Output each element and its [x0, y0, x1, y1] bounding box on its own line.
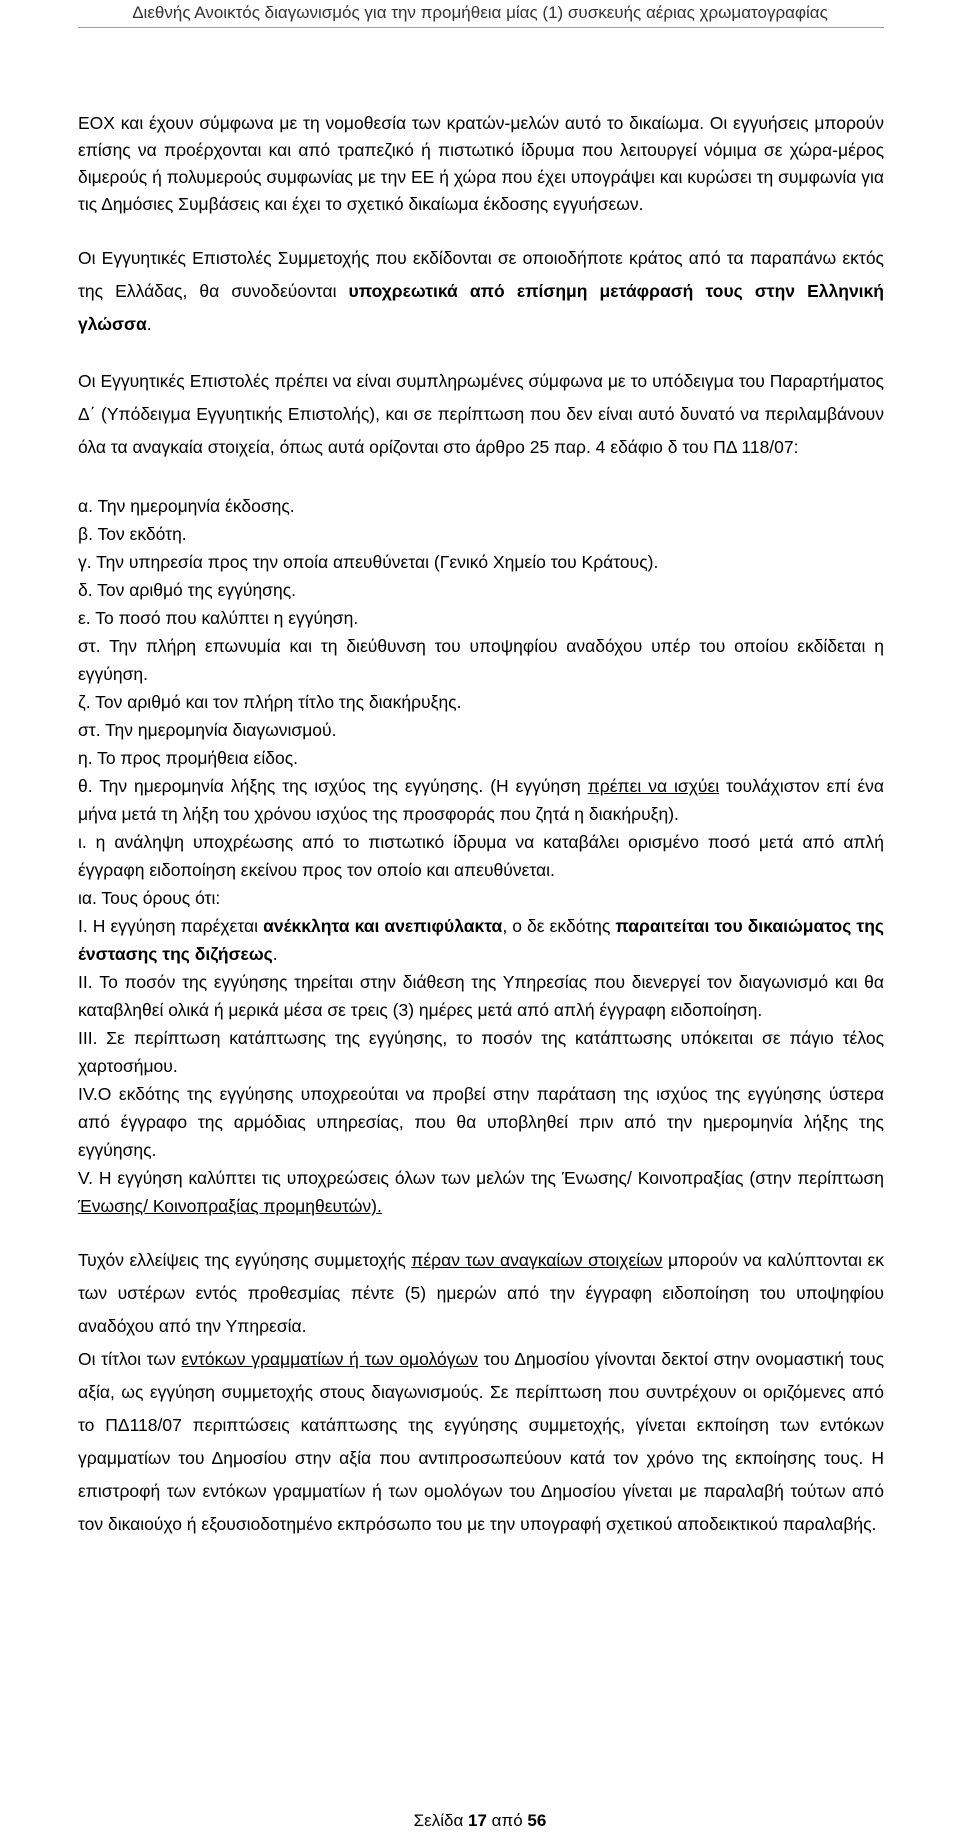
page-footer — [0, 1810, 960, 1832]
list-item-text: V. Η εγγύηση καλύπτει τις υποχρεώσεις όλων των μελών της Ένωσης/ Κοινοπραξίας (στην περίπτωση — [78, 1168, 884, 1188]
underlined-text: πέραν των αναγκαίων στοιχείων — [411, 1250, 663, 1270]
list-item: ε. Το ποσό που καλύπτει η εγγύηση. — [78, 608, 359, 628]
list-item-text: θ. Την ημερομηνία λήξης της ισχύος της εγγύησης. (Η εγγύηση — [78, 776, 588, 796]
list-item: στ. Την ημερομηνία διαγωνισμού. — [78, 720, 337, 740]
page-total: 56 — [527, 1811, 547, 1830]
header-divider — [78, 27, 884, 28]
paragraph-text: μπορούν να καλύπτονται εκ των υστέρων εντός προθεσμίας πέντε (5) ημερών από την έγγραφη ειδοποίηση του υποψηφίου αναδόχου από την Υπηρεσία. — [78, 1250, 885, 1336]
paragraph-treasury-bills — [78, 1343, 884, 1541]
list-item-text: τουλάχιστον επί ένα μήνα μετά τη λήξη του χρόνου ισχύος της προσφοράς που ζητά η διακήρυξη). — [78, 776, 884, 824]
list-item: ζ. Τον αριθμό και τον πλήρη τίτλο της διακήρυξης. — [78, 692, 462, 712]
footer-text: Σελίδα — [413, 1811, 469, 1830]
list-item: α. Την ημερομηνία έκδοσης. — [78, 496, 295, 516]
bold-text: παραιτείται του δικαιώματος της ένστασης της διζήσεως — [78, 916, 884, 964]
list-item: II. Το ποσόν της εγγύησης τηρείται στην διάθεση της Υπηρεσίας που διενεργεί τον διαγωνισμό και θα καταβληθεί ολικά ή μερικά μέσα σε τρεις (3) ημέρες μετά από απλή έγγραφη ειδοποίηση. — [78, 972, 884, 1020]
paragraph-text: . — [146, 314, 152, 334]
paragraph-eox-guarantees: ΕΟΧ και έχουν σύμφωνα με τη νομοθεσία των κρατών-μελών αυτό το δικαίωμα. Οι εγγυήσεις μπορούν επίσης να προέρχονται και από τραπεζικό ή πιστωτικό ίδρυμα που λειτουργεί νόμιμα σε χώρα-μέρος διμερούς ή πολυμερούς συμφωνίας με την ΕΕ ή χώρα που έχει υπογράψει και κυρώσει τη συμφωνία για τις Δημόσιες Συμβάσεις και έχει το σχετικό δικαίωμα έκδοσης εγγυήσεων. — [78, 113, 884, 214]
paragraph-template-requirement: Οι Εγγυητικές Επιστολές πρέπει να είναι συμπληρωμένες σύμφωνα με το υπόδειγμα του Παραρτήματος Δ΄ (Υπόδειγμα Εγγυητικής Επιστολής), και σε περίπτωση που δεν είναι αυτό δυνατό να περιλαμβάνουν όλα τα αναγκαία στοιχεία, όπως αυτά ορίζονται στο άρθρο 25 παρ. 4 εδάφιο δ του ΠΔ 118/07: — [78, 371, 884, 457]
paragraph-deficiencies — [78, 1244, 884, 1343]
underlined-text: πρέπει να ισχύει — [587, 776, 720, 796]
paragraph-text: Τυχόν ελλείψεις της εγγύησης συμμετοχής — [78, 1250, 412, 1270]
list-item — [78, 772, 884, 828]
list-item — [78, 912, 884, 968]
bold-text: ανέκκλητα και ανεπιφύλακτα — [263, 916, 503, 936]
list-item: β. Τον εκδότη. — [78, 524, 187, 544]
list-item: δ. Τον αριθμό της εγγύησης. — [78, 580, 297, 600]
list-item: III. Σε περίπτωση κατάπτωσης της εγγύησης, το ποσόν της κατάπτωσης υπόκειται σε πάγιο τέλος χαρτοσήμου. — [78, 1028, 884, 1076]
page-header: Διεθνής Ανοικτός διαγωνισμός για την προμήθεια μίας (1) συσκευής αέριας χρωματογραφίας — [132, 3, 828, 22]
list-item: ι. η ανάληψη υποχρέωσης από το πιστωτικό ίδρυμα να καταβάλει ορισμένο ποσό μετά από απλή έγγραφη ειδοποίηση εκείνου προς τον οποίο και απευθύνεται. — [78, 832, 884, 880]
list-item-text: . — [272, 944, 278, 964]
list-item: ια. Τους όρους ότι: — [78, 888, 221, 908]
required-elements-list — [78, 492, 884, 1220]
list-item-text: , ο δε εκδότης — [502, 916, 616, 936]
paragraph-text: Οι τίτλοι των — [78, 1349, 182, 1369]
underlined-text: Ένωσης/ Κοινοπραξίας προμηθευτών). — [78, 1196, 382, 1216]
list-item: στ. Την πλήρη επωνυμία και τη διεύθυνση του υποψηφίου αναδόχου υπέρ του οποίου εκδίδεται η εγγύηση. — [78, 636, 884, 684]
document-body — [78, 110, 884, 1541]
paragraph-text: του Δημοσίου γίνονται δεκτοί στην ονομαστική τους αξία, ως εγγύηση συμμετοχής στους διαγωνισμούς. Σε περίπτωση που συντρέχουν οι οριζόμενες από το ΠΔ118/07 περιπτώσεις κατάπτωσης της εγγύησης συμμετοχής, γίνεται εκποίηση των εντόκων γραμματίων του Δημοσίου στην αξία που αντιπροσωπεύουν κατά τον χρόνο της εκποίησης τους. Η επιστροφή των εντόκων γραμματίων ή των ομολόγων του Δημοσίου γίνεται με παραλαβή τούτων από τον δικαιούχο ή εξουσιοδοτημένο εκπρόσωπο του με την υπογραφή σχετικού αποδεικτικού παραλαβής. — [78, 1349, 885, 1534]
list-item: γ. Την υπηρεσία προς την οποία απευθύνεται (Γενικό Χημείο του Κράτους). — [78, 552, 659, 572]
paragraph-text: Οι Εγγυητικές Επιστολές Συμμετοχής που εκδίδονται σε οποιοδήποτε κράτος από τα παραπάνω εκτός της Ελλάδας, θα συνοδεύονται — [78, 248, 884, 301]
list-item-text: I. Η εγγύηση παρέχεται — [78, 916, 264, 936]
list-item — [78, 1164, 884, 1220]
list-item: η. Το προς προμήθεια είδος. — [78, 748, 298, 768]
page-number: 17 — [468, 1811, 487, 1830]
bold-translation-text: υποχρεωτικά από επίσημη μετάφρασή τους στην Ελληνική γλώσσα — [78, 281, 884, 334]
paragraph-translation-requirement — [78, 242, 884, 341]
footer-text: από — [486, 1811, 528, 1830]
underlined-text: εντόκων γραμματίων ή των ομολόγων — [181, 1349, 478, 1369]
list-item: IV.Ο εκδότης της εγγύησης υποχρεούται να προβεί στην παράταση της ισχύος της εγγύησης ύστερα από έγγραφο της αρμόδιας υπηρεσίας, που θα υποβληθεί πριν από την ημερομηνία λήξης της εγγύησης. — [78, 1084, 884, 1160]
